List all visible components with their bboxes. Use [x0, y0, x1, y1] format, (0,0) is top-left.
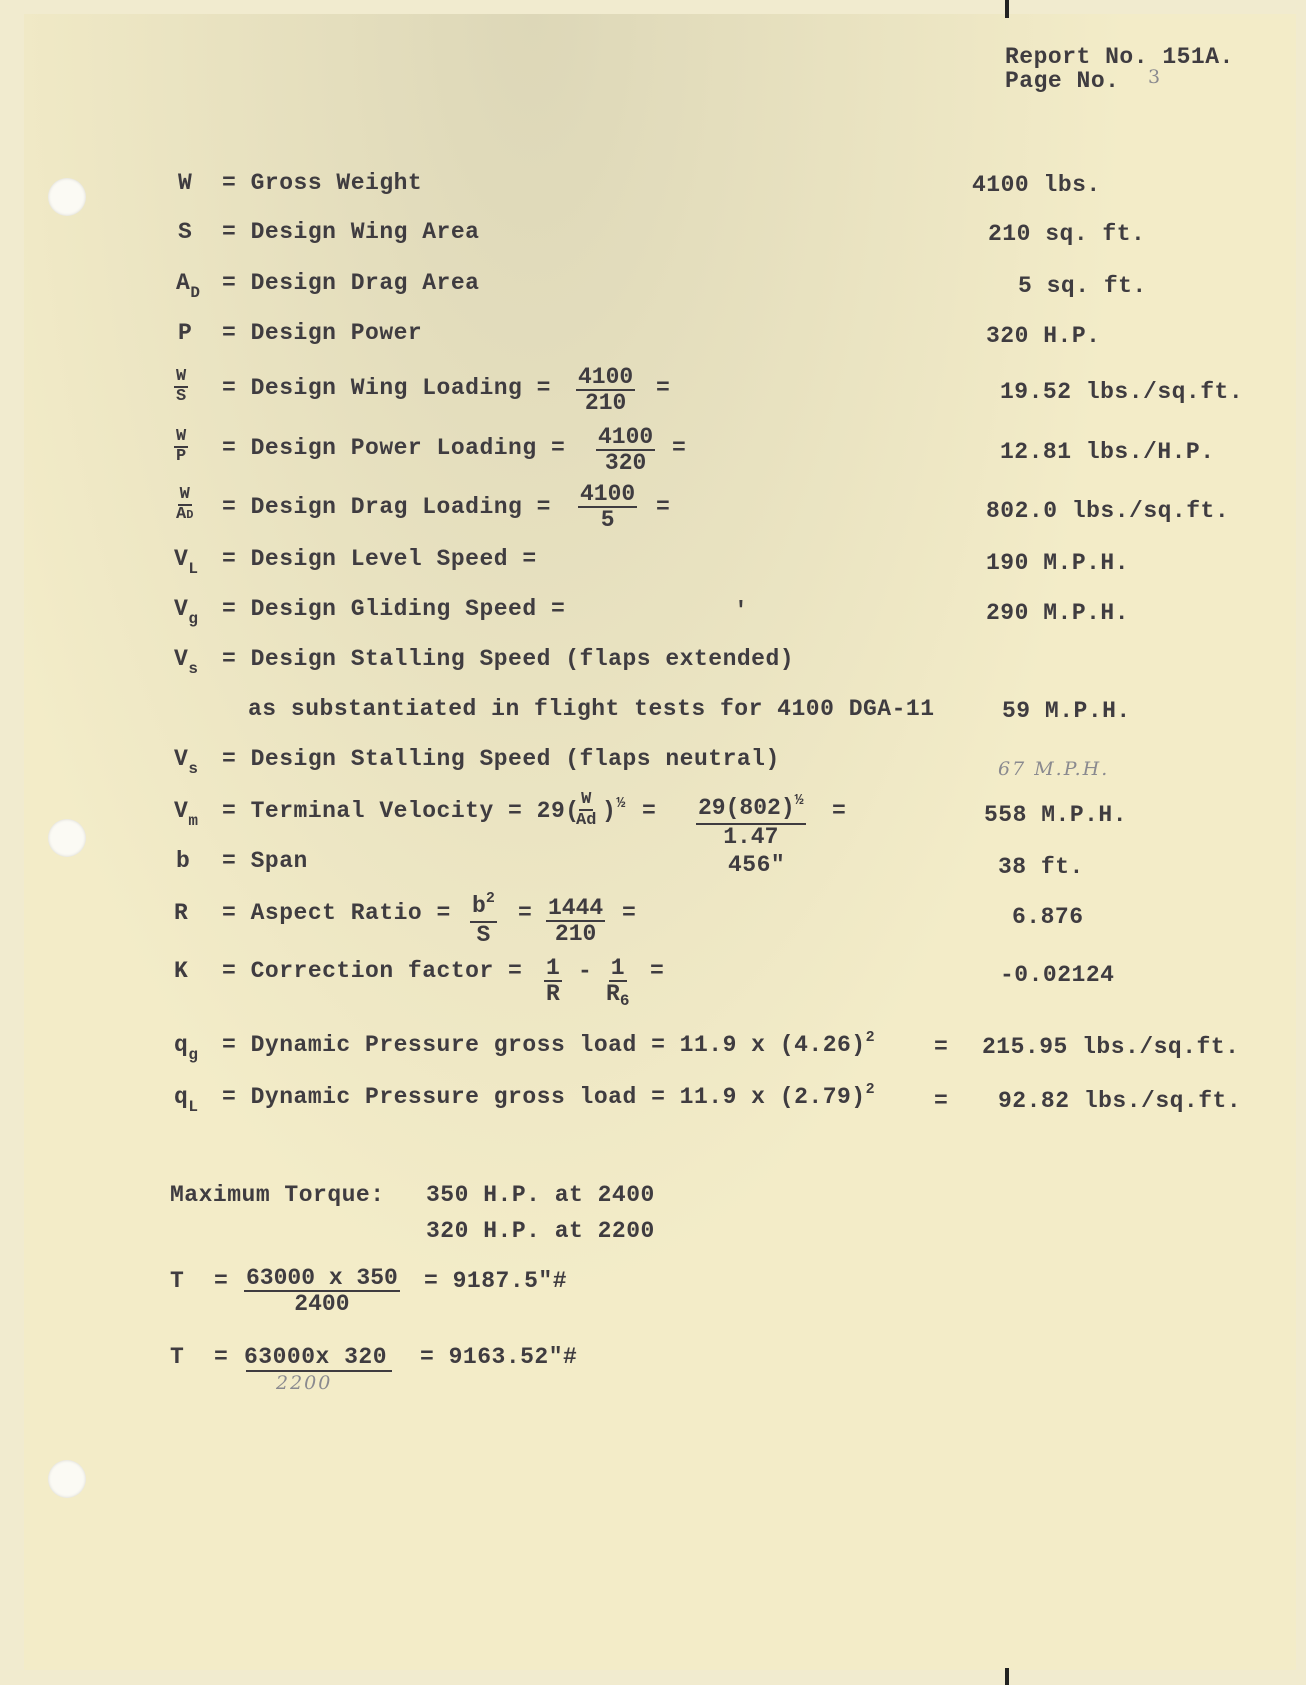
symbol-vs-extended [174, 646, 199, 678]
symbol-qg [174, 1032, 199, 1064]
frac-den: S [476, 922, 491, 948]
drag-loading-fraction [578, 482, 637, 532]
equals-sign: = [622, 900, 637, 926]
symbol-main: V [174, 746, 189, 772]
punch-hole-top [48, 178, 86, 216]
power-loading-label: = Design Power Loading = [222, 435, 566, 461]
frac-num: 4100 [578, 364, 634, 390]
terminal-velocity-value: 558 M.P.H. [984, 802, 1128, 828]
frac-num: W [179, 485, 190, 504]
symbol-main: q [174, 1084, 189, 1110]
exponent: 2 [485, 890, 495, 907]
frac-den: S [176, 387, 187, 406]
frac-den-sub: D [186, 508, 194, 522]
symbol-main: V [174, 646, 189, 672]
wing-area-value: 210 sq. ft. [988, 221, 1146, 247]
torque-fraction-1 [244, 1266, 400, 1316]
frac-num: W [176, 367, 187, 386]
frac-num-main: 29(802) [698, 795, 795, 821]
drag-loading-label: = Design Drag Loading = [222, 494, 551, 520]
equals-sign: = [214, 1344, 229, 1370]
equals-sign: = [832, 798, 847, 824]
wing-loading-value: 19.52 lbs./sq.ft. [1000, 379, 1244, 405]
symbol-b: b [176, 848, 191, 874]
power-loading-value: 12.81 lbs./H.P. [1000, 439, 1215, 465]
wing-area-label: = Design Wing Area [222, 219, 480, 245]
dynamic-pressure-level-label [222, 1081, 876, 1110]
dynamic-pressure-gross-label [222, 1029, 876, 1058]
torque-result-1: = 9187.5"# [424, 1268, 568, 1294]
equals-sign: = [672, 435, 687, 461]
frac-num [470, 890, 497, 923]
frac-den: 210 [584, 390, 627, 416]
frac-den: 210 [554, 921, 597, 947]
frac-den: Ad [576, 811, 597, 830]
equals-sign: = [934, 1088, 949, 1114]
span-value: 38 ft. [998, 854, 1084, 880]
frac-num-main: b [472, 893, 486, 919]
frac-num [696, 792, 806, 825]
torque-denominator-handwritten: 2200 [276, 1372, 333, 1394]
wing-loading-fraction [576, 365, 635, 415]
terminal-velocity-fraction [696, 792, 806, 850]
punch-hole-bottom [48, 1460, 86, 1498]
page-number-handwritten: 3 [1148, 66, 1163, 88]
symbol-ad-main: A [176, 270, 191, 296]
equals-sign: = [518, 900, 533, 926]
terminal-velocity-w-ad [574, 790, 598, 830]
correction-fraction-1 [544, 956, 562, 1006]
torque-numerator-2: 63000x 320 [244, 1344, 388, 1370]
aspect-ratio-fraction [546, 896, 605, 946]
symbol-sub: s [188, 760, 199, 778]
symbol-ad-sub: D [190, 284, 201, 302]
torque-symbol-2: T [170, 1344, 185, 1370]
design-power-label: = Design Power [222, 320, 423, 346]
equals-sign: = [656, 375, 671, 401]
symbol-r: R [174, 900, 189, 926]
correction-fraction-2 [604, 956, 631, 1008]
stalling-speed-neutral-handwritten: 67 M.P.H. [998, 758, 1110, 780]
page-label: Page No. [1005, 68, 1120, 94]
gliding-speed-label: = Design Gliding Speed = [222, 596, 566, 622]
span-label: = Span [222, 848, 308, 874]
stalling-speed-extended-label: = Design Stalling Speed (flaps extended) [222, 646, 795, 672]
symbol-sub: s [188, 660, 199, 678]
frac-num: W [581, 790, 592, 809]
minus-sign: - [578, 958, 593, 984]
symbol-sub: m [188, 812, 199, 830]
terminal-velocity-label: = Terminal Velocity = 29( [222, 798, 580, 824]
dynamic-pressure-level-value: 92.82 lbs./sq.ft. [998, 1088, 1242, 1114]
level-speed-value: 190 M.P.H. [986, 550, 1130, 576]
formula-text: = Dynamic Pressure gross load = 11.9 x (2.79) [222, 1084, 866, 1110]
gross-weight-value: 4100 lbs. [972, 172, 1101, 198]
equals-sign: = [656, 494, 671, 520]
frac-num: 63000 x 350 [246, 1265, 398, 1291]
wing-loading-label: = Design Wing Loading = [222, 375, 551, 401]
symbol-vg [174, 596, 199, 628]
document-page [24, 14, 1296, 1670]
symbol-w-over-ad [174, 486, 195, 524]
frac-den-main: A [176, 505, 187, 524]
equals-sign: = [642, 798, 657, 824]
symbol-sub: L [188, 1098, 199, 1116]
formula-text: = Dynamic Pressure gross load = 11.9 x (4.26) [222, 1032, 866, 1058]
frac-den: 5 [600, 507, 615, 533]
drag-loading-value: 802.0 lbs./sq.ft. [986, 498, 1230, 524]
symbol-k: K [174, 958, 189, 984]
power-loading-fraction [596, 425, 655, 475]
top-edge-mark [1005, 0, 1009, 18]
aspect-ratio-value: 6.876 [1012, 904, 1084, 930]
stalling-speed-neutral-label: = Design Stalling Speed (flaps neutral) [222, 746, 780, 772]
frac-den: R [546, 981, 560, 1007]
torque-line-2: 320 H.P. at 2200 [426, 1218, 655, 1244]
frac-num: 4100 [598, 424, 654, 450]
frac-den: P [176, 447, 187, 466]
symbol-vs-neutral [174, 746, 199, 778]
equals-sign: = [214, 1268, 229, 1294]
stalling-speed-extended-value: 59 M.P.H. [1002, 698, 1131, 724]
maximum-torque-label: Maximum Torque: [170, 1182, 385, 1208]
frac-den: 2400 [294, 1291, 350, 1317]
symbol-ad [176, 270, 201, 302]
exponent: ½ [616, 795, 626, 812]
report-number: Report No. 151A. [1005, 44, 1234, 70]
torque-line-1: 350 H.P. at 2400 [426, 1182, 655, 1208]
stalling-speed-extended-note: as substantiated in flight tests for 4100 DGA-11 [248, 696, 935, 722]
frac-num: 1 [610, 955, 625, 981]
aspect-ratio-label: = Aspect Ratio = [222, 900, 451, 926]
symbol-p: P [178, 320, 193, 346]
gross-weight-label: = Gross Weight [222, 170, 423, 196]
frac-den-sub: 6 [619, 992, 630, 1010]
frac-den: 1.47 [723, 824, 779, 850]
frac-num: W [176, 427, 187, 446]
level-speed-label: = Design Level Speed = [222, 546, 537, 572]
frac-num: 1444 [548, 895, 604, 921]
gliding-speed-value: 290 M.P.H. [986, 600, 1130, 626]
symbol-main: V [174, 546, 189, 572]
equals-sign: = [934, 1034, 949, 1060]
symbol-main: V [174, 798, 189, 824]
bottom-edge-mark [1005, 1668, 1009, 1685]
span-inches: 456" [728, 852, 786, 878]
frac-num: 1 [546, 955, 560, 981]
symbol-w-over-p [174, 428, 188, 466]
torque-symbol-1: T [170, 1268, 185, 1294]
exponent: ½ [794, 792, 804, 809]
terminal-velocity-exp: )$^{\frac{1}{2}}$ [602, 795, 626, 824]
punch-hole-middle [48, 819, 86, 857]
symbol-vl [174, 546, 199, 578]
equals-sign: = [650, 958, 665, 984]
drag-area-value: 5 sq. ft. [1018, 273, 1147, 299]
symbol-s: S [178, 219, 193, 245]
exponent: 2 [865, 1081, 876, 1098]
frac-den-main: R [606, 981, 620, 1007]
correction-factor-label: = Correction factor = [222, 958, 523, 984]
stray-tick-mark: ' [734, 598, 749, 624]
frac-den [604, 982, 631, 1008]
symbol-w: W [178, 170, 193, 196]
aspect-ratio-b2-s [470, 890, 497, 948]
symbol-main: V [174, 596, 189, 622]
drag-area-label: = Design Drag Area [222, 270, 480, 296]
symbol-ql [174, 1084, 199, 1116]
torque-result-2: = 9163.52"# [420, 1344, 578, 1370]
symbol-sub: L [188, 560, 199, 578]
symbol-sub: g [188, 610, 199, 628]
symbol-sub: g [188, 1046, 199, 1064]
design-power-value: 320 H.P. [986, 323, 1101, 349]
symbol-w-over-s [174, 368, 188, 406]
symbol-main: q [174, 1032, 189, 1058]
dynamic-pressure-gross-value: 215.95 lbs./sq.ft. [982, 1034, 1240, 1060]
correction-factor-value: -0.02124 [1000, 962, 1115, 988]
frac-num: 4100 [580, 481, 636, 507]
symbol-vt [174, 798, 199, 830]
frac-den [174, 506, 195, 524]
frac-den: 320 [604, 450, 647, 476]
exponent: 2 [865, 1029, 876, 1046]
